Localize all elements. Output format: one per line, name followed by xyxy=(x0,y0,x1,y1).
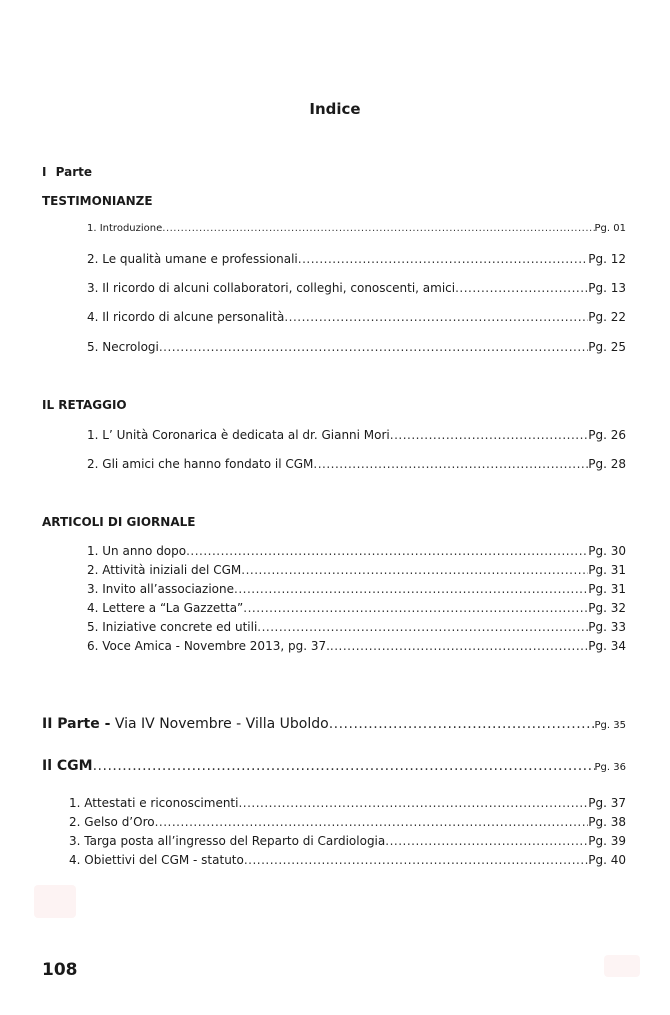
dot-leader xyxy=(241,563,588,577)
toc-entry-label: 1. Un anno dopo xyxy=(87,544,187,558)
toc-entry-label: 5. Necrologi xyxy=(87,340,159,354)
toc-entry-page: Pg. 37 xyxy=(588,796,626,810)
toc-entry-page: Pg. 13 xyxy=(588,281,626,295)
toc-entry-label: 6. Voce Amica - Novembre 2013, pg. 37. xyxy=(87,639,330,653)
toc-entry[interactable] xyxy=(69,853,626,867)
toc-entry-label: 3. Invito all’associazione xyxy=(87,582,234,596)
dot-leader xyxy=(298,252,588,266)
toc-entry-label: 1. L’ Unità Coronarica è dedicata al dr. Gianni Mori xyxy=(87,428,390,442)
toc-entry-page: Pg. 01 xyxy=(594,223,626,234)
toc-entry[interactable] xyxy=(87,223,626,234)
dot-leader xyxy=(244,853,588,867)
toc-entry[interactable] xyxy=(69,796,626,810)
toc-entry-label: Il CGM xyxy=(42,758,93,774)
toc-entry-page: Pg. 35 xyxy=(594,720,626,731)
toc-entry-label: 4. Obiettivi del CGM - statuto xyxy=(69,853,244,867)
dot-leader xyxy=(93,758,595,774)
toc-entry-cgm[interactable] xyxy=(42,758,626,774)
dot-leader xyxy=(329,716,595,732)
toc-entry-page: Pg. 30 xyxy=(588,544,626,558)
toc-entry-page: Pg. 12 xyxy=(588,252,626,266)
toc-entry-page: Pg. 33 xyxy=(588,620,626,634)
toc-entry-label: 2. Attività iniziali del CGM xyxy=(87,563,242,577)
dot-leader xyxy=(162,223,594,234)
toc-entry-page: Pg. 39 xyxy=(588,834,626,848)
toc-entry-label: 2. Le qualità umane e professionali xyxy=(87,252,298,266)
toc-entry-label: 1. Attestati e riconoscimenti xyxy=(69,796,239,810)
dot-leader xyxy=(159,340,588,354)
toc-entry-page: Pg. 31 xyxy=(588,582,626,596)
toc-entry[interactable] xyxy=(69,834,626,848)
toc-entry[interactable] xyxy=(87,544,626,558)
toc-entry[interactable] xyxy=(69,815,626,829)
dot-leader xyxy=(390,428,588,442)
dot-leader xyxy=(234,582,588,596)
dot-leader xyxy=(257,620,588,634)
toc-entry[interactable] xyxy=(87,639,626,653)
toc-entry-label: 2. Gli amici che hanno fondato il CGM xyxy=(87,457,314,471)
toc-entry-label: 3. Il ricordo di alcuni collaboratori, colleghi, conoscenti, amici xyxy=(87,281,456,295)
dot-leader xyxy=(455,281,588,295)
toc-entry-page: Pg. 25 xyxy=(588,340,626,354)
toc-entry-page: Pg. 38 xyxy=(588,815,626,829)
toc-entry-page: Pg. 22 xyxy=(588,310,626,324)
toc-entry[interactable] xyxy=(87,428,626,442)
part-two-label-rest: Via IV Novembre - Villa Uboldo xyxy=(110,716,329,732)
toc-entry-label: 1. Introduzione xyxy=(87,223,163,234)
toc-entry-page: Pg. 31 xyxy=(588,563,626,577)
toc-entry-label: 2. Gelso d’Oro xyxy=(69,815,155,829)
dot-leader xyxy=(238,796,588,810)
page-number: 108 xyxy=(42,960,78,980)
toc-entry[interactable] xyxy=(87,252,626,266)
toc-entry[interactable] xyxy=(87,563,626,577)
section-heading-retaggio: IL RETAGGIO xyxy=(42,398,127,412)
part-one-label: I Parte xyxy=(42,165,93,179)
toc-entry[interactable] xyxy=(87,310,626,324)
toc-entry-page: Pg. 32 xyxy=(588,601,626,615)
toc-entry-label xyxy=(42,716,329,732)
dot-leader xyxy=(155,815,589,829)
dot-leader xyxy=(313,457,588,471)
toc-entry[interactable] xyxy=(87,582,626,596)
toc-entry[interactable] xyxy=(87,281,626,295)
dot-leader xyxy=(330,639,588,653)
dot-leader xyxy=(284,310,588,324)
toc-entry-page: Pg. 26 xyxy=(588,428,626,442)
toc-entry-page: Pg. 34 xyxy=(588,639,626,653)
toc-entry-page: Pg. 36 xyxy=(594,762,626,773)
toc-entry[interactable] xyxy=(87,620,626,634)
part-two-label-bold: II Parte - xyxy=(42,716,111,732)
print-smudge xyxy=(604,955,640,977)
toc-entry-part-two[interactable] xyxy=(42,716,626,732)
dot-leader xyxy=(243,601,588,615)
section-heading-articoli: ARTICOLI DI GIORNALE xyxy=(42,515,196,529)
toc-entry-label: 3. Targa posta all’ingresso del Reparto di Cardiologia xyxy=(69,834,386,848)
dot-leader xyxy=(186,544,588,558)
toc-entry[interactable] xyxy=(87,457,626,471)
print-smudge xyxy=(34,885,76,918)
toc-entry[interactable] xyxy=(87,601,626,615)
toc-entry-page: Pg. 40 xyxy=(588,853,626,867)
page-title: Indice xyxy=(309,100,361,118)
toc-entry-label: 5. Iniziative concrete ed utili xyxy=(87,620,258,634)
dot-leader xyxy=(385,834,588,848)
toc-entry-label: 4. Lettere a “La Gazzetta” xyxy=(87,601,244,615)
toc-entry-label: 4. Il ricordo di alcune personalità xyxy=(87,310,285,324)
section-heading-testimonianze: TESTIMONIANZE xyxy=(42,194,153,208)
toc-entry[interactable] xyxy=(87,340,626,354)
toc-entry-page: Pg. 28 xyxy=(588,457,626,471)
